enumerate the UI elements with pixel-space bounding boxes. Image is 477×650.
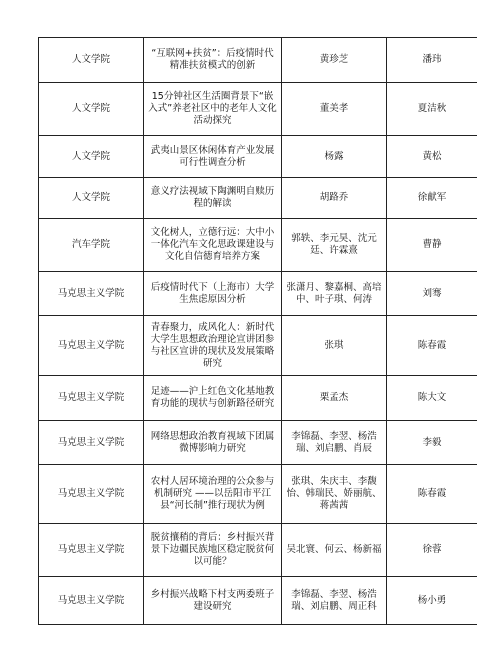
project-title-cell: 武夷山景区休闲体育产业发展可行性调查分析 — [144, 136, 282, 178]
project-table — [38, 37, 477, 625]
project-title-cell: 后疫情时代下（上海市）大学生焦虑原因分析 — [144, 272, 282, 316]
advisor-cell: 徐蓉 — [387, 524, 477, 577]
table-row — [39, 524, 477, 577]
advisor-cell: 陈春霞 — [387, 465, 477, 524]
table-row — [39, 577, 477, 625]
table-row — [39, 465, 477, 524]
college-cell: 马克思主义学院 — [39, 524, 144, 577]
members-cell: 杨露 — [282, 136, 387, 178]
members-cell: 张琪 — [282, 316, 387, 376]
advisor-cell: 杨小勇 — [387, 577, 477, 625]
members-cell: 胡路乔 — [282, 178, 387, 219]
college-cell: 马克思主义学院 — [39, 421, 144, 465]
project-title-cell: 15分钟社区生活圈背景下“嵌入式”养老社区中的老年人文化活动探究 — [144, 83, 282, 136]
project-table-body — [39, 38, 477, 625]
project-title-cell: “互联网+扶贫”：后疫情时代精准扶贫模式的创新 — [144, 38, 282, 83]
advisor-cell: 陈大文 — [387, 376, 477, 421]
table-row — [39, 316, 477, 376]
project-title-cell: 文化树人，立德行远：大中小一体化汽车文化思政课建设与文化自信德育培养方案 — [144, 219, 282, 272]
college-cell: 马克思主义学院 — [39, 577, 144, 625]
college-cell: 人文学院 — [39, 178, 144, 219]
advisor-cell: 曹静 — [387, 219, 477, 272]
college-cell: 人文学院 — [39, 38, 144, 83]
advisor-cell: 潘玮 — [387, 38, 477, 83]
college-cell: 人文学院 — [39, 83, 144, 136]
project-title-cell: 足迹——沪上红色文化基地教育功能的现状与创新路径研究 — [144, 376, 282, 421]
advisor-cell: 李毅 — [387, 421, 477, 465]
project-title-cell: 农村人居环境治理的公众参与机制研究 ——以岳阳市平江县“河长制”推行现状为例 — [144, 465, 282, 524]
project-title-cell: 乡村振兴战略下村支两委班子建设研究 — [144, 577, 282, 625]
members-cell: 张潇月、黎嘉桐、高培中、叶子琪、何涛 — [282, 272, 387, 316]
table-row — [39, 178, 477, 219]
table-row — [39, 136, 477, 178]
college-cell: 汽车学院 — [39, 219, 144, 272]
members-cell: 吴北寰、何云、杨新福 — [282, 524, 387, 577]
advisor-cell: 陈春霞 — [387, 316, 477, 376]
college-cell: 马克思主义学院 — [39, 316, 144, 376]
college-cell: 马克思主义学院 — [39, 376, 144, 421]
project-title-cell: 青春聚力，成风化人：新时代大学生思想政治理论宣讲团参与社区宣讲的现状及发展策略研究 — [144, 316, 282, 376]
college-cell: 人文学院 — [39, 136, 144, 178]
table-row — [39, 83, 477, 136]
advisor-cell: 徐献军 — [387, 178, 477, 219]
members-cell: 黄珍芝 — [282, 38, 387, 83]
advisor-cell: 黄松 — [387, 136, 477, 178]
members-cell: 董美孝 — [282, 83, 387, 136]
table-row — [39, 38, 477, 83]
advisor-cell: 刘骞 — [387, 272, 477, 316]
members-cell: 张琪、朱庆丰、李馥怡、韩瑞民、娇丽航、蒋茜茜 — [282, 465, 387, 524]
members-cell: 李锦磊、李翌、杨浩瑞、刘启鹏、周正科 — [282, 577, 387, 625]
members-cell: 李锦磊、李翌、杨浩瑞、刘启鹏、肖辰 — [282, 421, 387, 465]
advisor-cell: 夏洁秋 — [387, 83, 477, 136]
members-cell: 郭轶、李元昊、沈元廷、许霖熹 — [282, 219, 387, 272]
table-row — [39, 421, 477, 465]
project-title-cell: 意义疗法视域下陶渊明自赎历程的解读 — [144, 178, 282, 219]
table-row — [39, 219, 477, 272]
table-row — [39, 272, 477, 316]
college-cell: 马克思主义学院 — [39, 272, 144, 316]
project-title-cell: 脱贫攘稍的背后：乡村振兴背景下边疆民族地区稳定脱贫何以可能？ — [144, 524, 282, 577]
members-cell: 栗孟杰 — [282, 376, 387, 421]
table-row — [39, 376, 477, 421]
project-title-cell: 网络思想政治教育视域下团属微博影响力研究 — [144, 421, 282, 465]
college-cell: 马克思主义学院 — [39, 465, 144, 524]
